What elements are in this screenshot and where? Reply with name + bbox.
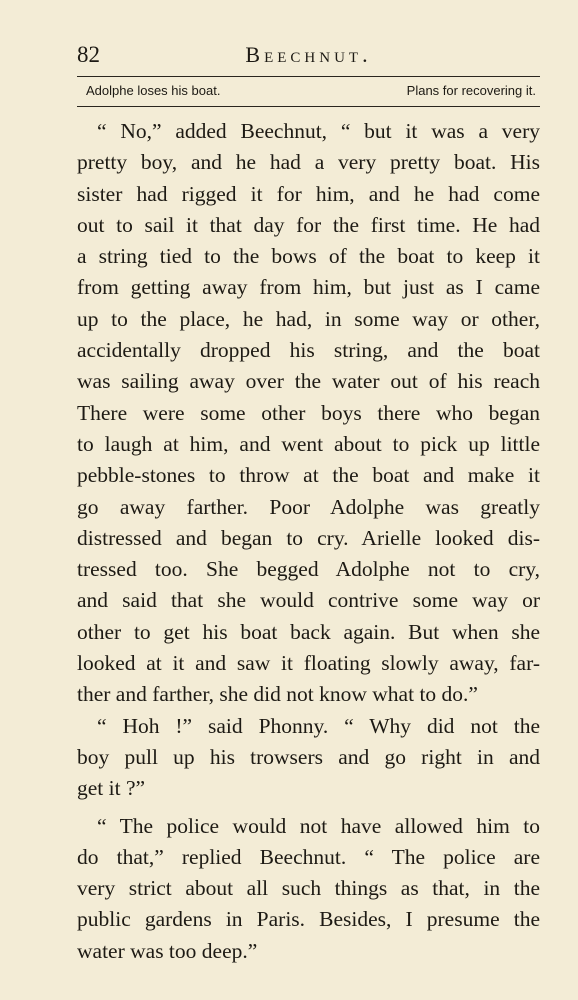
header-rule-bottom — [77, 106, 540, 107]
running-title: Beechnut. — [245, 42, 372, 67]
text-line: from getting away from him, but just as I came — [77, 275, 540, 300]
text-line: tressed too. She begged Adolphe not to cry, — [77, 557, 540, 582]
text-line: very strict about all such things as that, in the — [77, 876, 540, 901]
header-rule-top — [77, 76, 540, 77]
side-gloss-right: Plans for recovering it. — [406, 83, 536, 98]
paragraph — [77, 811, 540, 967]
page-number: 82 — [77, 42, 100, 67]
text-line: sister had rigged it for him, and he had come — [77, 181, 540, 206]
page-header — [77, 42, 540, 72]
text-line: up to the place, he had, in some way or other, — [77, 306, 540, 331]
side-gloss-left: Adolphe loses his boat. — [86, 83, 221, 98]
text-line: water was too deep.” — [77, 938, 258, 963]
text-line: “ No,” added Beechnut, “ but it was a very — [97, 119, 540, 143]
text-line: other to get his boat back again. But when she — [77, 619, 540, 644]
paragraph — [77, 711, 540, 805]
text-line: do that,” replied Beechnut. “ The police are — [77, 844, 540, 869]
text-line: out to sail it that day for the first time. He had — [77, 212, 540, 237]
text-line: boy pull up his trowsers and go right in and — [77, 744, 540, 769]
text-line: distressed and began to cry. Arielle looked dis- — [77, 525, 540, 550]
text-line: go away farther. Poor Adolphe was greatly — [77, 494, 540, 519]
text-line: pretty boy, and he had a very pretty boat. His — [77, 150, 540, 175]
text-line: looked at it and saw it floating slowly away, far- — [77, 651, 540, 676]
paragraph — [77, 116, 540, 711]
text-line: accidentally dropped his string, and the boat — [77, 338, 540, 363]
text-line: pebble-stones to throw at the boat and make it — [77, 463, 540, 488]
text-line: There were some other boys there who began — [77, 400, 540, 425]
text-line: ther and farther, she did not know what to do.” — [77, 682, 478, 707]
text-line: to laugh at him, and went about to pick up little — [77, 431, 540, 456]
text-line: a string tied to the bows of the boat to keep it — [77, 244, 540, 269]
text-line: and said that she would contrive some way or — [77, 588, 540, 613]
body-text — [77, 116, 540, 967]
text-line: “ The police would not have allowed him to — [97, 813, 540, 838]
text-line: was sailing away over the water out of his reach — [77, 369, 540, 394]
text-line: public gardens in Paris. Besides, I presume the — [77, 907, 540, 932]
text-line: get it ?” — [77, 776, 146, 801]
text-line: “ Hoh !” said Phonny. “ Why did not the — [97, 713, 540, 738]
